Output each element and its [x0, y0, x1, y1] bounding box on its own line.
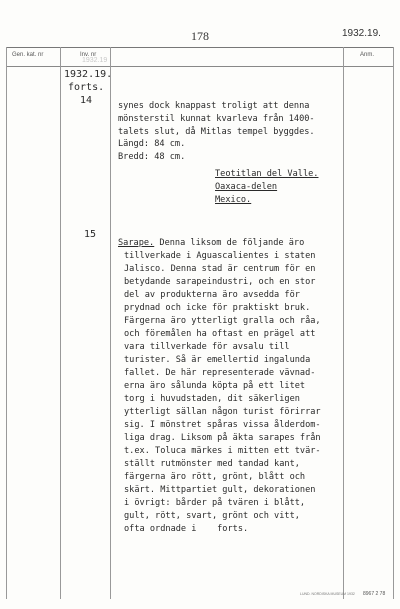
entry-15-line-23: ofta ordnade i forts.: [124, 524, 249, 534]
entry-14-line-1: synes dock knappast troligt att denna: [118, 101, 310, 111]
entry-15-line-4: betydande sarapeindustri, och en stor: [124, 277, 316, 287]
column-divider-inv-text: [110, 47, 111, 599]
entry-15-line-18: ställt rutmönster med tandad kant,: [124, 459, 300, 469]
entry-15-line-20: skärt. Mittpartiet gult, dekorationen: [124, 485, 316, 495]
header-top-rule: [6, 47, 394, 48]
entry-15-line-6: prydnad och icke för praktiskt bruk.: [124, 303, 311, 313]
entry-14-line-3: talets slut, då Mitlas tempel byggdes.: [118, 127, 315, 137]
footer-form-code: 8967 2 78: [363, 591, 386, 597]
column-header-inv: Inv. nr: [80, 52, 97, 58]
left-border: [6, 47, 7, 599]
entry-15-line-3: Jalisco. Denna stad är centrum för en: [124, 264, 316, 274]
entry-15-line-12: erna äro sålunda köpta på ett litet: [124, 381, 306, 391]
faint-stamp: 1932.19: [82, 57, 108, 64]
column-divider-gen-inv: [60, 47, 61, 599]
inv-number-year: 1932.19.: [64, 69, 113, 80]
location-region: Oaxaca-delen: [215, 182, 278, 192]
footer-printer-note: LUND. NORDISKA MUSEUM 1932: [300, 592, 355, 596]
year-header: 1932.19.: [342, 28, 381, 39]
entry-15-title: Sarape.: [118, 238, 155, 248]
entry-15-line-14: ytterligt sällan någon turist förirrar: [124, 407, 321, 417]
entry-14-line-2: mönsterstil kunnat kvarleva från 1400-: [118, 114, 315, 124]
inv-number-14: 14: [80, 95, 93, 106]
entry-15-line-11: fallet. De här representerade vävnad-: [124, 368, 316, 378]
column-header-anm: Anm.: [360, 52, 375, 58]
entry-15-line-19: färgerna äro rött, grönt, blått och: [124, 472, 306, 482]
inv-continued: forts.: [68, 82, 105, 93]
entry-15-line-5: del av produkterna äro avsedda för: [124, 290, 300, 300]
column-header-gen-kat: Gen. kat. nr: [12, 52, 44, 58]
entry-15-line-13: torg i huvudstaden, dit säkerligen: [124, 394, 300, 404]
entry-15-first-line-rest: Denna liksom de följande äro: [154, 238, 305, 248]
entry-15-line-16: liga drag. Liksom på äkta sarapes från: [124, 433, 321, 443]
entry-15-line-2: tillverkade i Aguascalientes i staten: [124, 251, 316, 261]
entry-15-line-15: sig. I mönstret spåras vissa ålderdom-: [124, 420, 321, 430]
entry-15-line-21: i övrigt: bårder på tvären i blått,: [124, 498, 306, 508]
entry-15-line-10: turister. Så är emellertid ingalunda: [124, 355, 311, 365]
header-bottom-rule: [6, 66, 394, 67]
entry-14-length: Längd: 84 cm.: [118, 139, 186, 149]
right-border: [393, 47, 394, 599]
entry-15-line-9: vara tillverkade för avsalu till: [124, 342, 290, 352]
entry-14-width: Bredd: 48 cm.: [118, 152, 186, 162]
entry-15-line-8: och föremålen ha oftast en prägel att: [124, 329, 316, 339]
entry-15-first-line: [118, 237, 304, 249]
location-country: Mexico.: [215, 195, 252, 205]
entry-15-line-17: t.ex. Toluca märkes i mitten ett tvär-: [124, 446, 321, 456]
column-divider-text-anm: [343, 47, 344, 599]
page-number: 178: [191, 29, 209, 43]
inv-number-15: 15: [84, 229, 97, 240]
entry-15-line-7: Färgerna äro ytterligt gralla och råa,: [124, 316, 321, 326]
location-town: Teotitlan del Valle.: [215, 169, 319, 179]
entry-15-line-22: gult, rött, svart, grönt och vitt,: [124, 511, 300, 521]
